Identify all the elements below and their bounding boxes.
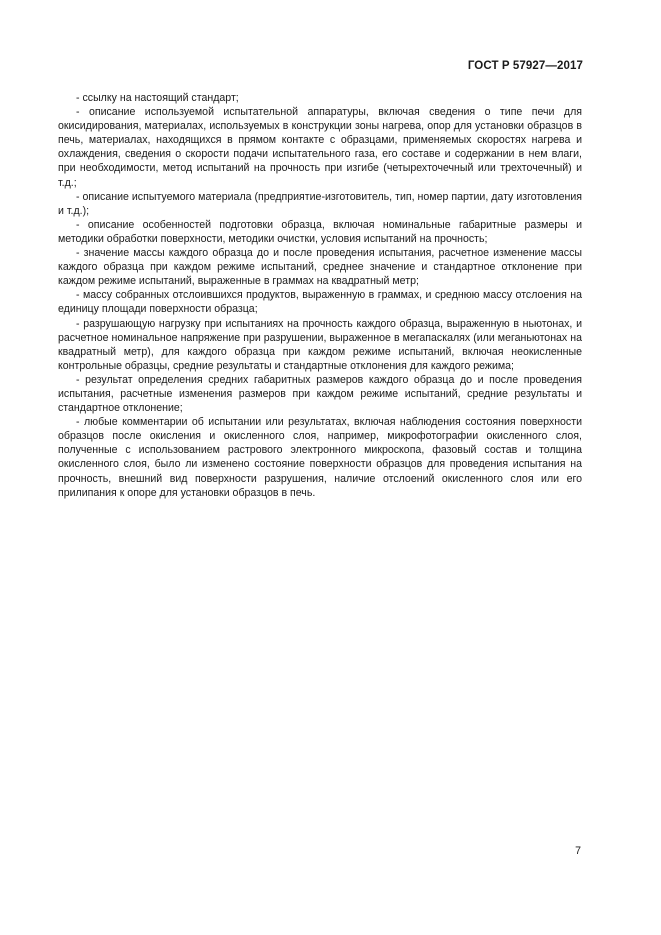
list-item: - описание испытуемого материала (предприятие-изготовитель, тип, номер партии, дату изготовления и т.д.);: [58, 190, 582, 217]
list-item: - значение массы каждого образца до и после проведения испытания, расчетное изменение массы каждого образца при каждом режиме испытаний, среднее значение и стандартное отклонение при каждом режиме испытаний, выраженные в граммах на квадратный метр;: [58, 247, 582, 288]
list-item: - массу собранных отслоившихся продуктов, выраженную в граммах, и среднюю массу отслоения на единицу площади поверхности образца;: [58, 289, 582, 316]
list-item: - описание используемой испытательной аппаратуры, включая сведения о типе печи для окисидирования, материалах, используемых в конструкции зоны нагрева, опор для установки образцов в печь, материалах, находящихся в прямом контакте с образцами, применяемых скоростях нагрева и охлаждения, сведения о скорости подачи испытательного газа, его составе и содержании в нем влаги, при необходимости, метод испытаний на прочность при изгибе (четырехточечный или трехточечный) и т.д.;: [58, 106, 582, 189]
report-requirements-list: [58, 91, 582, 500]
list-item: - описание особенностей подготовки образца, включая номинальные габаритные размеры и методики обработки поверхности, методики очистки, условия испытаний на прочность;: [58, 218, 582, 245]
document-header: [468, 60, 583, 72]
list-item: - разрушающую нагрузку при испытаниях на прочность каждого образца, выраженную в ньютонах, и расчетное номинальное напряжение при разрушении, выраженное в мегапаскалях (или меганьютонах на квадратный метр), для каждого образца при каждом режиме испытаний, включая неокисленные контрольные образцы, средние результаты и стандартные отклонения для каждого режима;: [58, 317, 582, 372]
standard-id: ГОСТ Р 57927—2017: [467, 60, 583, 72]
page-number: 7: [575, 845, 581, 857]
list-item: - любые комментарии об испытании или результатах, включая наблюдения состояния поверхности образцов после окисления и окисленного слоя, например, микрофотографии окисленного слоя, полученные с использованием растрового электронного микроскопа, фазовый состав и толщина окисленного слоя, было ли изменено состояние поверхности образцов для проведения испытания на прочность, внешний вид поверхности разрушения, наличие отслоений окисленного слоя или его прилипания к опоре для установки образцов в печь.: [58, 416, 582, 499]
list-item: - ссылку на настоящий стандарт;: [76, 92, 239, 104]
list-item: - результат определения средних габаритных размеров каждого образца до и после проведения испытания, расчетные изменения размеров при каждом режиме испытаний, средние результаты и стандартное отклонение;: [58, 373, 582, 415]
